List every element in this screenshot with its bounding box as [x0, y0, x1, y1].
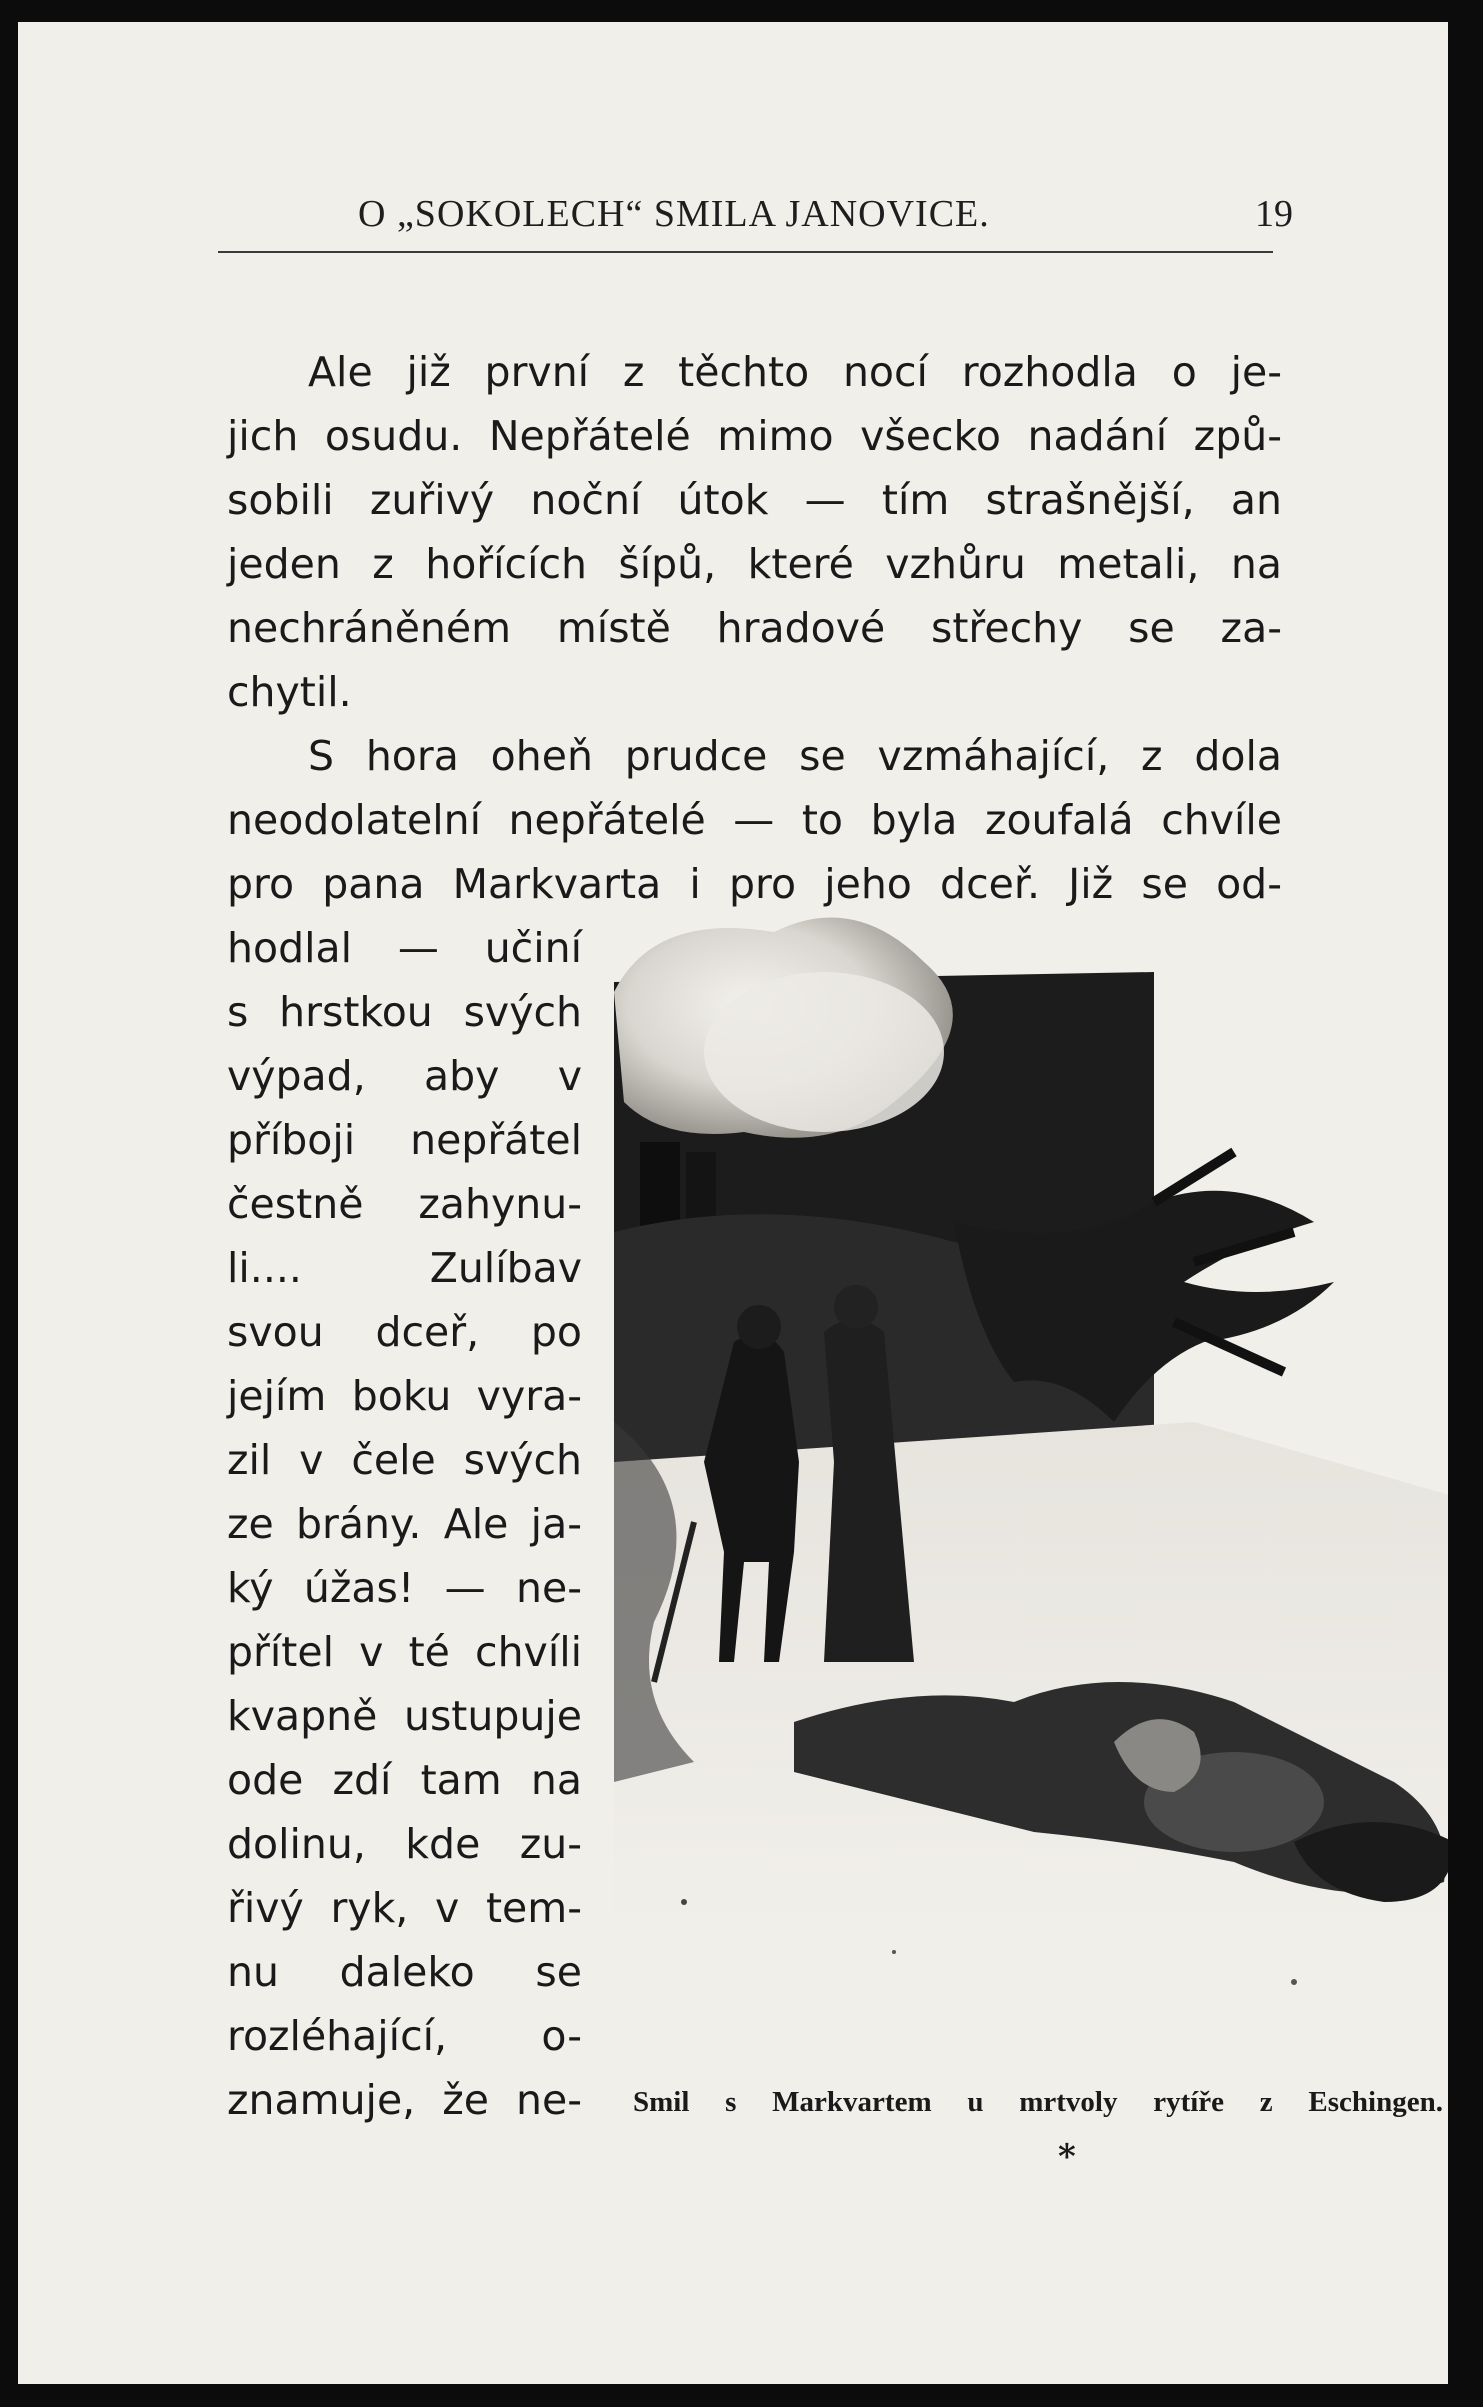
caption-asterisk: * [1058, 2137, 1076, 2177]
text-line: výpad, aby v [227, 1052, 582, 1100]
running-header [218, 182, 1293, 242]
text-line: neodolatelní nepřátelé — to byla zoufalá chvíle [227, 796, 1282, 844]
text-line: S hora oheň prudce se vzmáhající, z dola [308, 732, 1282, 780]
text-line: chytil. [227, 668, 352, 716]
text-line: li.... Zulíbav [227, 1244, 582, 1292]
text-line: příboji nepřátel [227, 1116, 582, 1164]
text-line: nu daleko se [227, 1948, 582, 1996]
text-line: ode zdí tam na [227, 1756, 582, 1804]
text-line: jejím boku vyra- [227, 1372, 582, 1420]
text-line: ký úžas! — ne- [227, 1564, 582, 1612]
running-title: O „SOKOLECH“ SMILA JANOVICE. [358, 193, 990, 235]
text-line: rozléhající, o- [227, 2012, 582, 2060]
text-line: hodlal — učiní [227, 924, 582, 972]
page-number: 19 [1255, 193, 1293, 235]
text-line: jeden z hořících šípů, které vzhůru metali, na [227, 540, 1282, 588]
text-line: řivý ryk, v tem- [227, 1884, 582, 1932]
illustration-engraving [594, 902, 1448, 2077]
text-line: znamuje, že ne- [227, 2076, 582, 2124]
illustration-caption: Smil s Markvartem u mrtvoly rytíře z Eschingen. [633, 2086, 1443, 2118]
text-line: přítel v té chvíli [227, 1628, 582, 1676]
text-line: dolinu, kde zu- [227, 1820, 582, 1868]
text-line: ze brány. Ale ja- [227, 1500, 582, 1548]
text-line: zil v čele svých [227, 1436, 582, 1484]
text-line: nechráněném místě hradové střechy se za- [227, 604, 1282, 652]
book-page [18, 22, 1448, 2384]
text-line: čestně zahynu- [227, 1180, 582, 1228]
text-line: jich osudu. Nepřátelé mimo všecko nadání způ- [227, 412, 1282, 460]
text-line: s hrstkou svých [227, 988, 582, 1036]
header-rule [218, 251, 1273, 253]
text-line: kvapně ustupuje [227, 1692, 582, 1740]
text-line: svou dceř, po [227, 1308, 582, 1356]
text-line: sobili zuřivý noční útok — tím strašnější, an [227, 476, 1282, 524]
text-line: pro pana Markvarta i pro jeho dceř. Již se od- [227, 860, 1282, 908]
text-line: Ale již první z těchto nocí rozhodla o je- [308, 348, 1282, 396]
